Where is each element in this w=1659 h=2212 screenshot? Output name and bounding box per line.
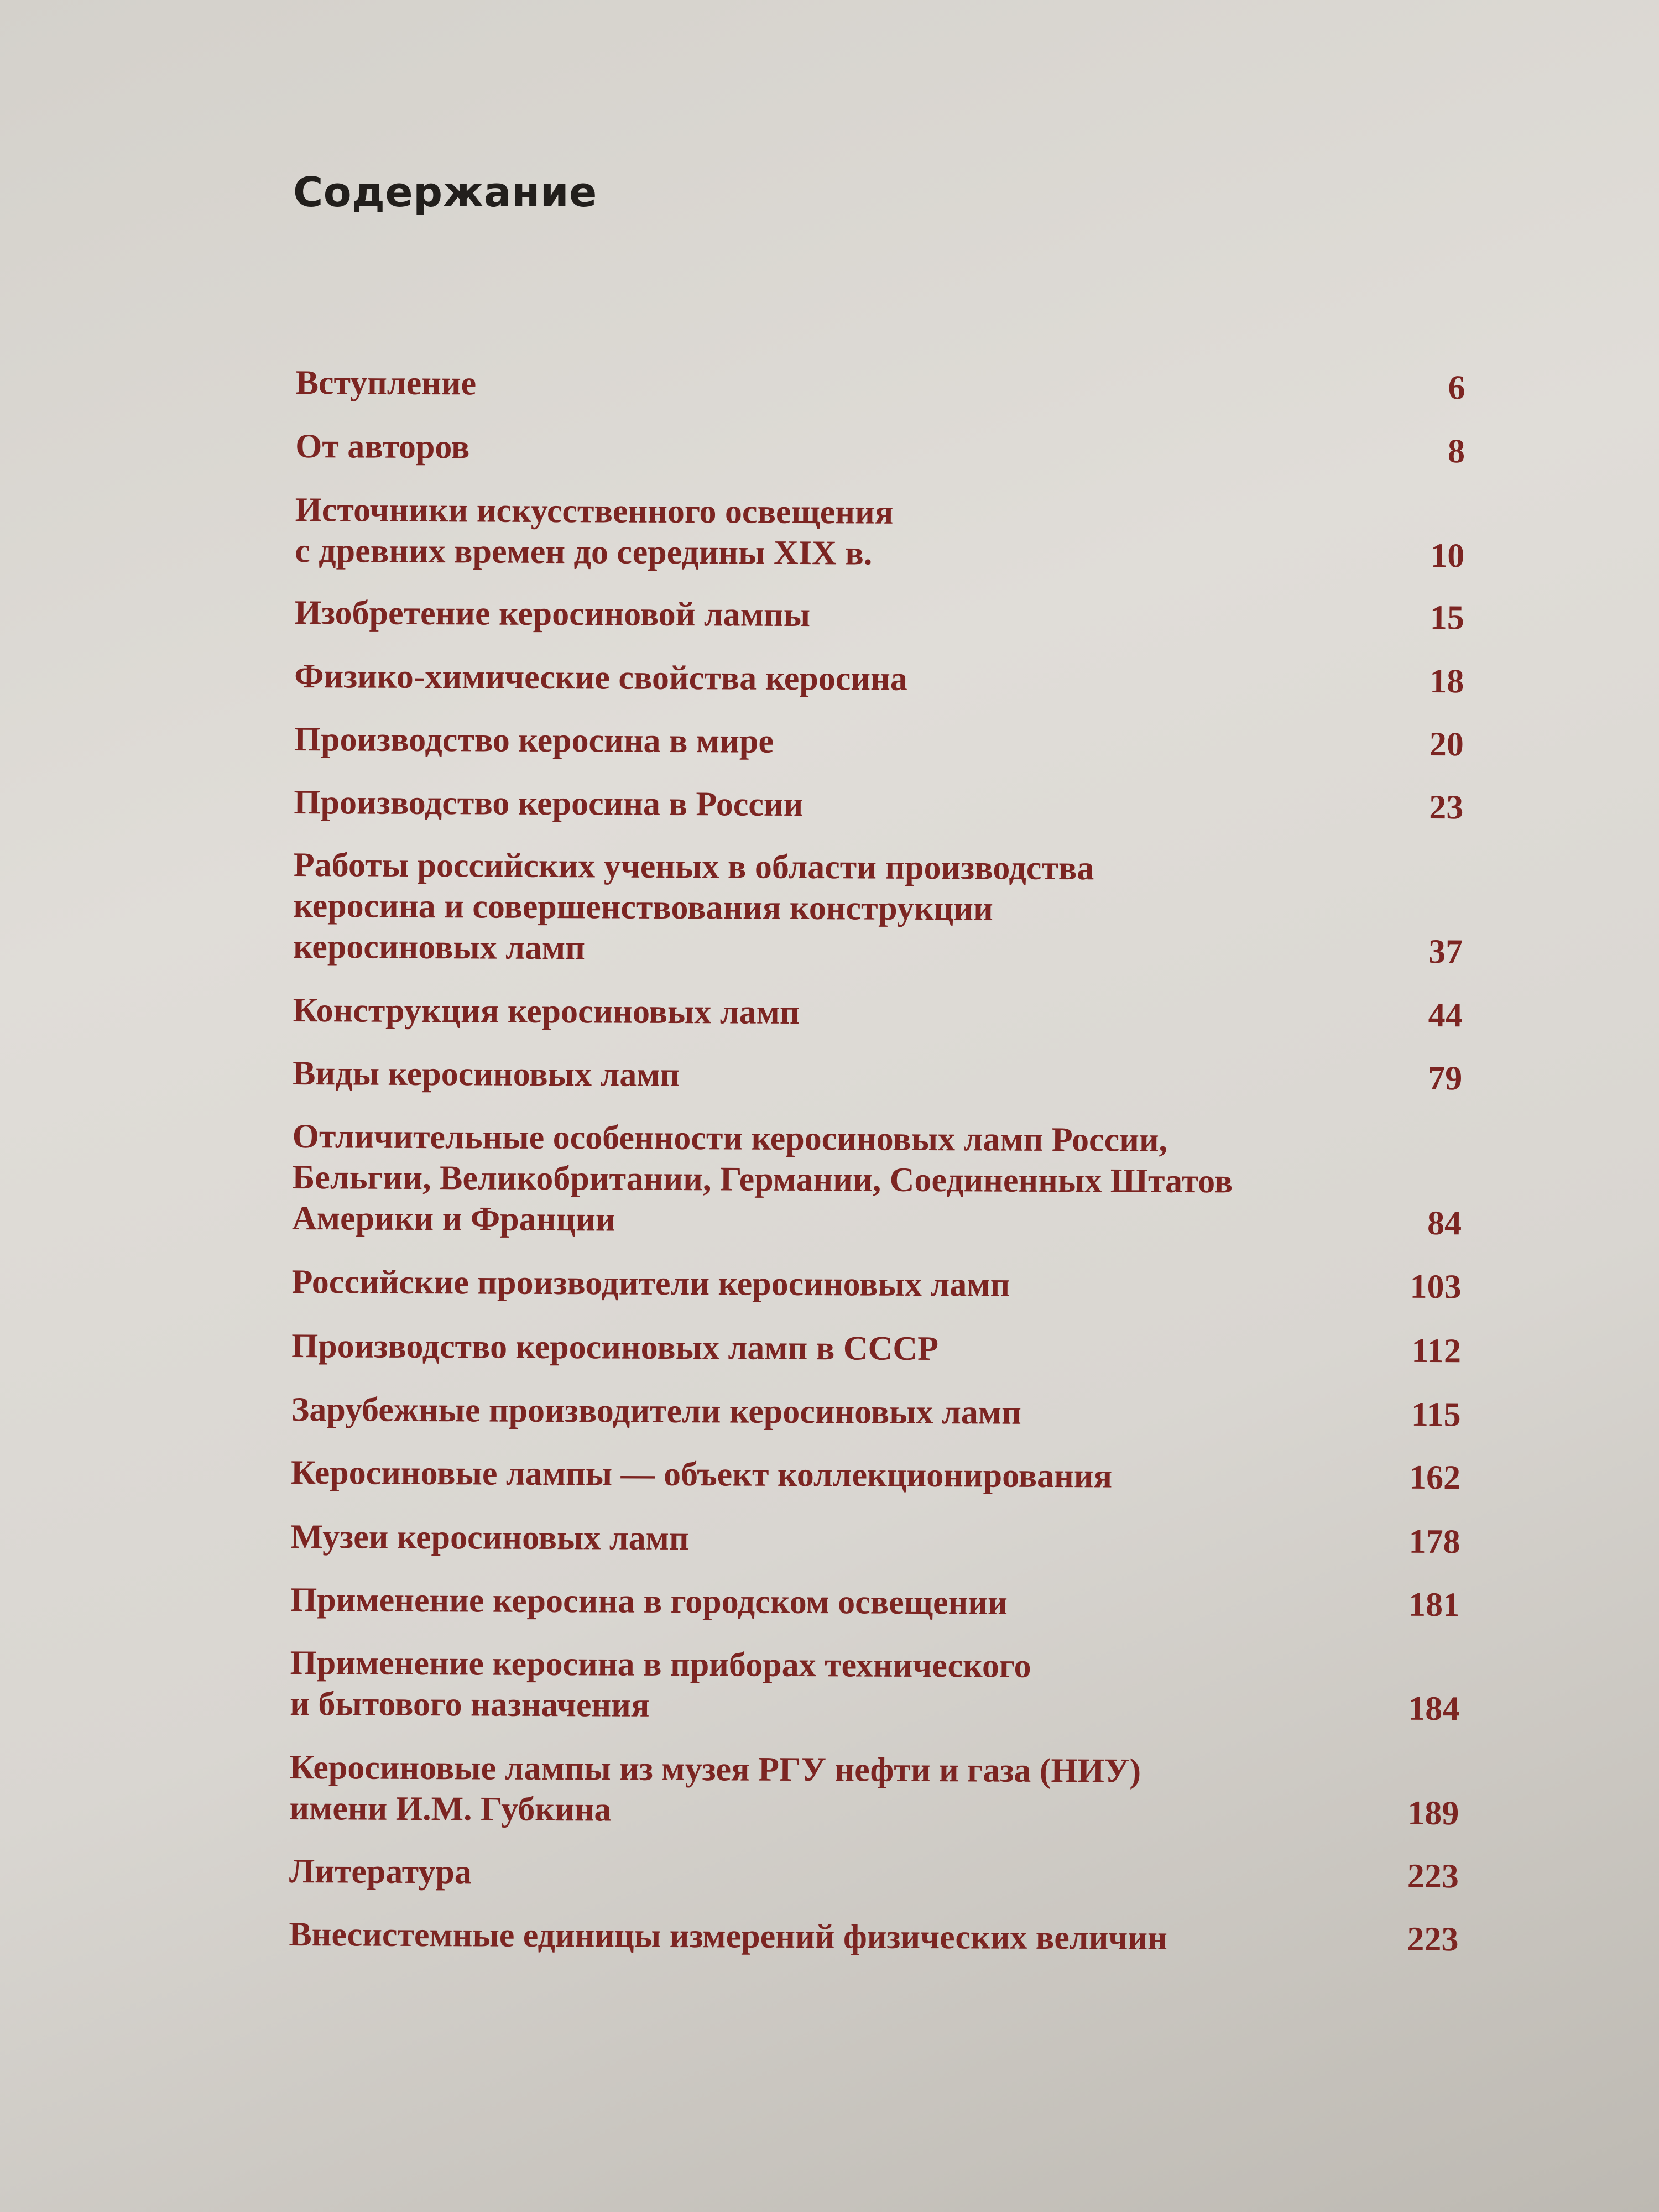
toc-entry-title: Применение керосина в приборах технического и бытового назначения bbox=[290, 1644, 1031, 1724]
toc-entry-title: Работы российских ученых в области производства керосина и совершенствования конструкции керосиновых ламп bbox=[293, 846, 1094, 967]
toc-entry bbox=[295, 592, 1464, 638]
toc-entry-page-number: 6 bbox=[1448, 369, 1465, 407]
toc-entry-page-number: 181 bbox=[1408, 1585, 1460, 1624]
toc-entry-title: Российские производители керосиновых ламп bbox=[291, 1262, 1010, 1304]
toc-entry-page-number: 223 bbox=[1407, 1920, 1459, 1959]
toc-entry-page-number: 178 bbox=[1408, 1522, 1460, 1561]
toc-entry-title: Музеи керосиновых ламп bbox=[290, 1517, 689, 1558]
toc-entry-page-number: 84 bbox=[1427, 1204, 1462, 1243]
toc-entry-title: Керосиновые лампы из музея РГУ нефти и газа (НИУ) имени И.М. Губкина bbox=[289, 1748, 1141, 1829]
toc-entry bbox=[296, 362, 1465, 408]
toc-entry bbox=[290, 1642, 1460, 1729]
toc-entry-title: Производство керосина в России bbox=[294, 783, 804, 824]
toc-entry-title: Производство керосиновых ламп в СССР bbox=[291, 1327, 939, 1368]
toc-entry-title: Источники искусственного освещения с древних времен до середины XIX в. bbox=[295, 491, 894, 572]
toc-entry-title: Изобретение керосиновой лампы bbox=[294, 593, 811, 634]
toc-entry-page-number: 23 bbox=[1429, 788, 1464, 827]
toc-entry-title: Зарубежные производители керосиновых ламп bbox=[291, 1390, 1021, 1432]
toc-entry bbox=[294, 782, 1463, 828]
toc-entry bbox=[290, 1579, 1460, 1625]
toc-entry-title: Виды керосиновых ламп bbox=[293, 1054, 680, 1094]
toc-entry-title: Внесистемные единицы измерений физических величин bbox=[289, 1915, 1167, 1957]
toc-entry-title: Производство керосина в мире bbox=[294, 720, 774, 760]
toc-entry-page-number: 15 bbox=[1430, 598, 1464, 637]
toc-entry-page-number: 20 bbox=[1429, 725, 1464, 764]
toc-entry bbox=[294, 656, 1464, 702]
toc-entry bbox=[293, 1053, 1462, 1099]
toc-entry-title: Вступление bbox=[295, 363, 477, 403]
toc-entry bbox=[291, 1326, 1461, 1371]
toc-entry-title: От авторов bbox=[295, 427, 470, 466]
toc-entry bbox=[293, 990, 1463, 1036]
toc-entry-page-number: 184 bbox=[1408, 1689, 1460, 1728]
toc-entry-page-number: 223 bbox=[1407, 1857, 1459, 1896]
toc-entry-page-number: 44 bbox=[1428, 996, 1463, 1035]
page-title: Содержание bbox=[293, 169, 597, 216]
toc-entry-page-number: 115 bbox=[1411, 1395, 1461, 1434]
toc-entry-title: Отличительные особенности керосиновых ламп России, Бельгии, Великобритании, Германии, Соединенных Штатов Америки и Франции bbox=[291, 1117, 1233, 1239]
toc-entry bbox=[289, 1914, 1458, 1960]
toc-entry-page-number: 112 bbox=[1411, 1332, 1462, 1370]
toc-entry bbox=[292, 1116, 1462, 1244]
toc-entry-page-number: 37 bbox=[1428, 932, 1463, 971]
table-of-contents bbox=[289, 340, 1465, 1960]
toc-entry-page-number: 162 bbox=[1408, 1458, 1461, 1497]
toc-entry-page-number: 10 bbox=[1430, 536, 1465, 575]
toc-entry-page-number: 18 bbox=[1430, 662, 1464, 701]
toc-entry-page-number: 103 bbox=[1410, 1267, 1462, 1306]
toc-entry bbox=[294, 719, 1464, 765]
toc-entry-title: Применение керосина в городском освещении bbox=[290, 1580, 1008, 1622]
toc-entry bbox=[295, 489, 1465, 576]
toc-entry bbox=[291, 1452, 1460, 1498]
toc-entry bbox=[290, 1516, 1460, 1562]
toc-entry bbox=[289, 1747, 1459, 1834]
toc-entry bbox=[295, 426, 1465, 472]
toc-entry-title: Керосиновые лампы — объект коллекционирования bbox=[290, 1453, 1113, 1495]
toc-entry bbox=[289, 1851, 1459, 1897]
toc-entry bbox=[293, 844, 1463, 972]
toc-entry-page-number: 8 bbox=[1447, 432, 1465, 471]
toc-entry bbox=[291, 1261, 1461, 1307]
toc-entry-page-number: 79 bbox=[1428, 1059, 1463, 1098]
toc-entry bbox=[291, 1389, 1460, 1435]
toc-entry-title: Литература bbox=[289, 1852, 472, 1891]
toc-entry-page-number: 189 bbox=[1407, 1794, 1459, 1833]
toc-entry-title: Конструкция керосиновых ламп bbox=[293, 991, 800, 1031]
toc-entry-title: Физико-химические свойства керосина bbox=[294, 657, 907, 698]
